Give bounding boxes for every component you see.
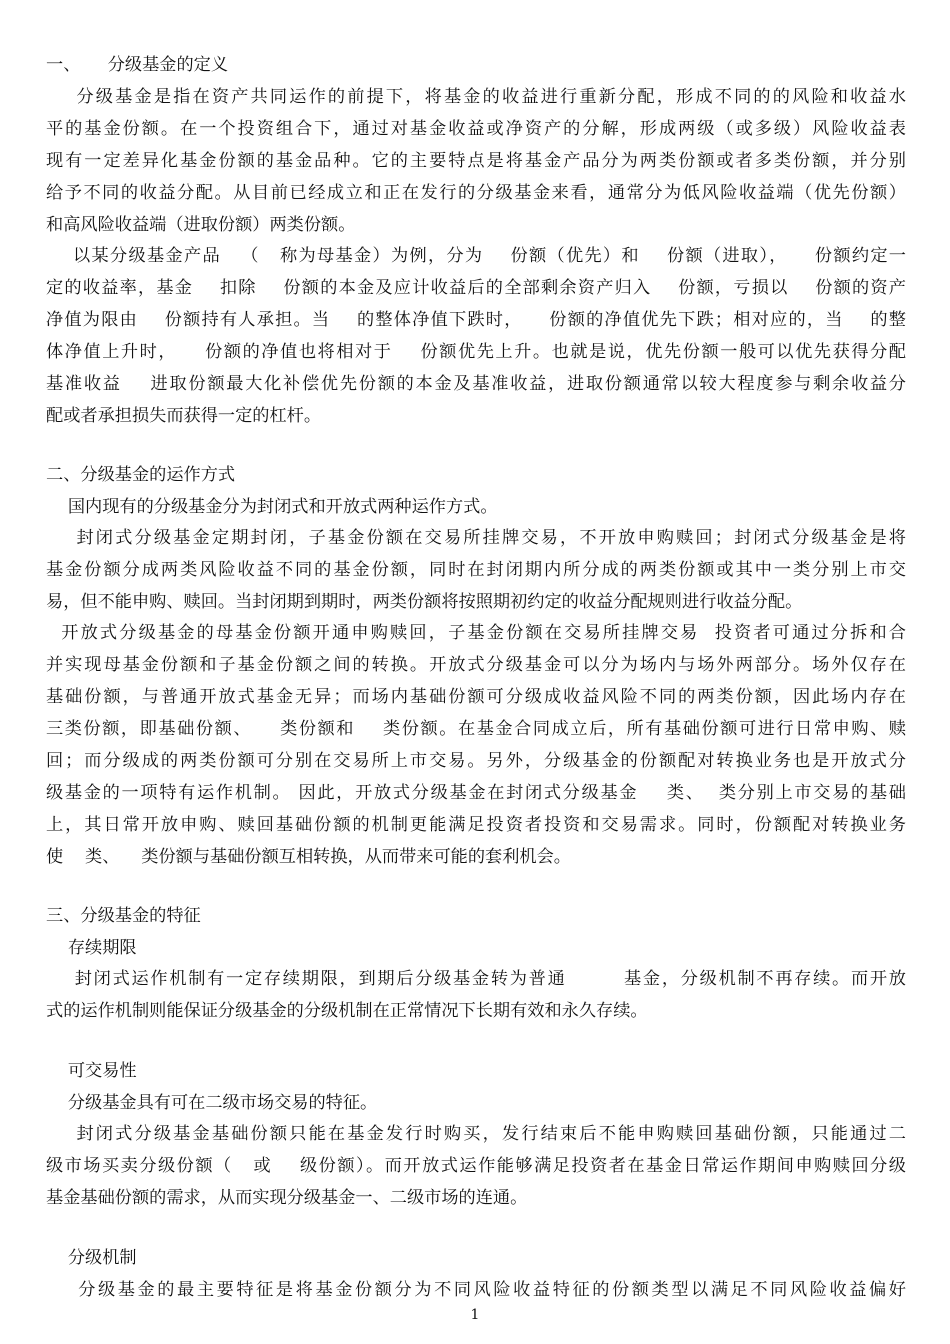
paragraph-line: 基金基础份额的需求，从而实现分级基金一、二级市场的连通。 — [46, 1188, 528, 1208]
paragraph-line: 定的收益率，基金 扣除 份额的本金及应计收益后的全部剩余资产归入 份额，亏损以 份额的资产 — [46, 278, 906, 298]
paragraph-line: 开放式分级基金的母基金份额开通申购赎回，子基金份额在交易所挂牌交易 投资者可通过分拆和合 — [46, 623, 906, 643]
section-heading-3: 三、分级基金的特征 — [46, 906, 201, 926]
paragraph-line: 回；而分级成的两类份额可分别在交易所上市交易。另外，分级基金的份额配对转换业务也是开放式分 — [46, 751, 906, 771]
paragraph-line: 现有一定差异化基金份额的基金品种。它的主要特点是将基金产品分为两类份额或者多类份额，并分别 — [46, 151, 906, 171]
paragraph-line: 级市场买卖分级份额（ 或 级份额）。而开放式运作能够满足投资者在基金日常运作期间申购赎回分级 — [46, 1156, 906, 1176]
paragraph-line: 封闭式分级基金定期封闭，子基金份额在交易所挂牌交易，不开放申购赎回；封闭式分级基金是将 — [46, 528, 906, 548]
subsection-title: 分级机制 — [46, 1248, 137, 1268]
paragraph-line: 分级基金是指在资产共同运作的前提下，将基金的收益进行重新分配，形成不同的的风险和收益水 — [46, 87, 906, 107]
paragraph-line: 上，其日常开放申购、赎回基础份额的机制更能满足投资者投资和交易需求。同时，份额配对转换业务 — [46, 815, 906, 835]
page-number: 1 — [470, 1307, 480, 1323]
paragraph-line: 净值为限由 份额持有人承担。当 的整体净值下跌时， 份额的净值优先下跌；相对应的，当 的整 — [46, 310, 906, 330]
paragraph-line: 给予不同的收益分配。从目前已经成立和正在发行的分级基金来看，通常分为低风险收益端（优先份额） — [46, 183, 906, 203]
paragraph-line: 式的运作机制则能保证分级基金的分级机制在正常情况下长期有效和永久存续。 — [46, 1001, 648, 1021]
paragraph-line: 体净值上升时， 份额的净值也将相对于 份额优先上升。也就是说，优先份额一般可以优先获得分配 — [46, 342, 906, 362]
paragraph-line: 和高风险收益端（进取份额）两类份额。 — [46, 215, 356, 235]
paragraph-line: 配或者承担损失而获得一定的杠杆。 — [46, 406, 322, 426]
paragraph-line: 使 类、 类份额与基础份额互相转换，从而带来可能的套利机会。 — [46, 847, 571, 867]
paragraph-line: 分级基金的最主要特征是将基金份额分为不同风险收益特征的份额类型以满足不同风险收益偏好 — [46, 1280, 906, 1300]
paragraph-line: 并实现母基金份额和子基金份额之间的转换。开放式分级基金可以分为场内与场外两部分。场外仅存在 — [46, 655, 906, 675]
paragraph-line: 基础份额，与普通开放式基金无异；而场内基础份额可分级成收益风险不同的两类份额，因此场内存在 — [46, 687, 906, 707]
paragraph-line: 平的基金份额。在一个投资组合下，通过对基金收益或净资产的分解，形成两级（或多级）风险收益表 — [46, 119, 906, 139]
paragraph-line: 级基金的一项特有运作机制。 因此，开放式分级基金在封闭式分级基金 类、 类分别上市交易的基础 — [46, 783, 906, 803]
paragraph-line: 封闭式分级基金基础份额只能在基金发行时购买，发行结束后不能申购赎回基础份额，只能通过二 — [46, 1124, 906, 1144]
section-heading-1: 一、 分级基金的定义 — [46, 55, 229, 75]
paragraph-line: 以某分级基金产品 （ 称为母基金）为例，分为 份额（优先）和 份额（进取）， 份额约定一 — [46, 246, 906, 266]
subsection-title: 存续期限 — [46, 938, 137, 958]
paragraph-line: 封闭式运作机制有一定存续期限，到期后分级基金转为普通 基金，分级机制不再存续。而开放 — [46, 969, 906, 989]
paragraph-line: 基金份额分成两类风险收益不同的基金份额，同时在封闭期内所分成的两类份额或其中一类分别上市交 — [46, 560, 906, 580]
paragraph-line: 三类份额，即基础份额、 类份额和 类份额。在基金合同成立后，所有基础份额可进行日常申购、赎 — [46, 719, 906, 739]
subsection-title: 可交易性 — [46, 1061, 137, 1081]
paragraph-line: 分级基金具有可在二级市场交易的特征。 — [46, 1093, 378, 1113]
paragraph-line: 易，但不能申购、赎回。当封闭期到期时，两类份额将按照期初约定的收益分配规则进行收益分配。 — [46, 592, 803, 612]
paragraph-line: 国内现有的分级基金分为封闭式和开放式两种运作方式。 — [46, 497, 498, 517]
paragraph-line: 基准收益 进取份额最大化补偿优先份额的本金及基准收益，进取份额通常以较大程度参与剩余收益分 — [46, 374, 906, 394]
section-heading-2: 二、分级基金的运作方式 — [46, 465, 236, 485]
